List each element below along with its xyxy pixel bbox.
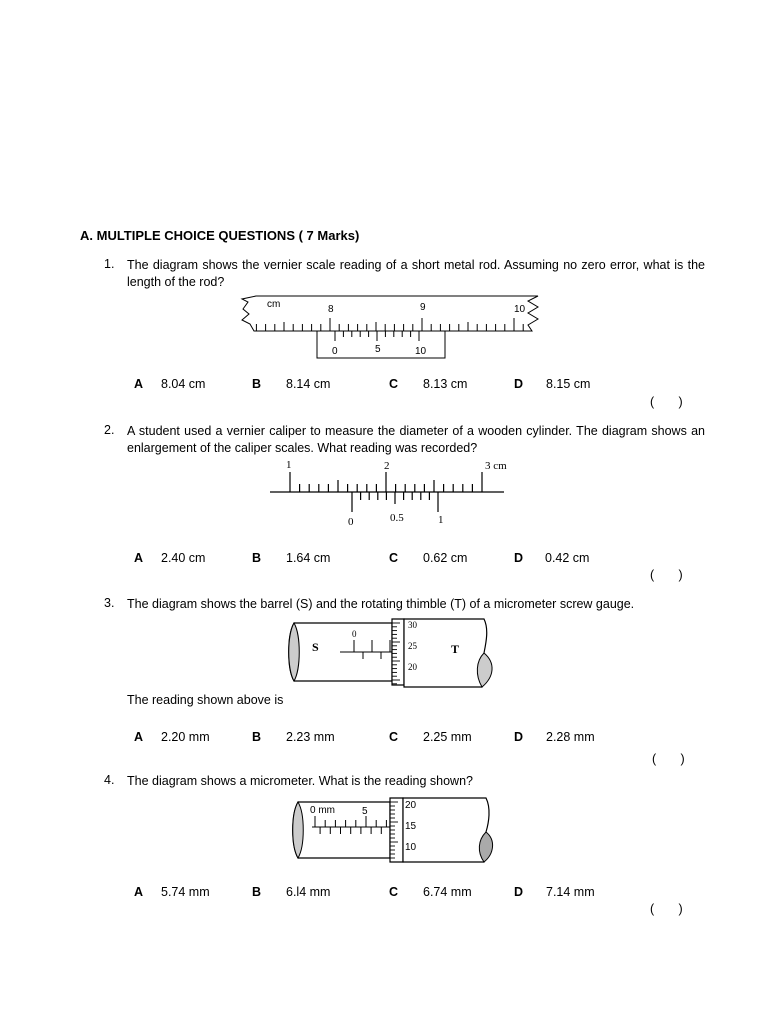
thimble-label-25: 25 — [408, 641, 417, 651]
option-b-value[interactable]: 1.64 cm — [286, 551, 331, 565]
thimble-label-20: 20 — [408, 662, 417, 672]
option-b-letter: B — [252, 885, 262, 899]
option-d-letter: D — [514, 551, 524, 565]
followup-text: The reading shown above is — [127, 693, 284, 707]
sleeve-label-0mm: 0 mm — [310, 805, 335, 816]
question-text: The diagram shows the vernier scale reading of a short metal rod. Assuming no zero error, what is the length of the rod? — [127, 258, 705, 289]
option-d-letter: D — [514, 377, 524, 391]
unit-label: cm — [267, 299, 281, 310]
thimble-label-30: 30 — [408, 620, 417, 630]
micrometer-diagram-3 — [286, 617, 496, 689]
main-label-8: 8 — [328, 304, 334, 315]
option-a-value[interactable]: 8.04 cm — [161, 377, 206, 391]
answer-box[interactable]: ( ) — [650, 395, 683, 409]
option-d-value[interactable]: 8.15 cm — [546, 377, 591, 391]
vernier-label-5: 5 — [375, 344, 381, 355]
option-b-letter: B — [252, 551, 262, 565]
vernier-label-1: 1 — [438, 514, 444, 526]
barrel-label: S — [312, 640, 319, 654]
question-number: 1. — [104, 257, 115, 271]
option-a-value[interactable]: 5.74 mm — [161, 885, 210, 899]
sleeve-label-5: 5 — [362, 806, 368, 817]
option-d-value[interactable]: 7.14 mm — [546, 885, 595, 899]
vernier-diagram-2 — [270, 455, 510, 530]
thimble-label-10: 10 — [405, 842, 417, 853]
option-b-letter: B — [252, 730, 262, 744]
option-c-letter: C — [389, 551, 399, 565]
option-d-letter: D — [514, 730, 524, 744]
main-scale-ticks — [256, 318, 523, 331]
vernier-scale-ticks — [352, 492, 438, 512]
option-b-value[interactable]: 2.23 mm — [286, 730, 335, 744]
question-number: 3. — [104, 596, 115, 610]
thimble-label-20: 20 — [405, 800, 417, 811]
option-a-value[interactable]: 2.40 cm — [161, 551, 206, 565]
answer-box[interactable]: ( ) — [650, 568, 683, 582]
option-b-value[interactable]: 8.14 cm — [286, 377, 331, 391]
option-c-letter: C — [389, 730, 399, 744]
vernier-label-0: 0 — [348, 516, 354, 528]
option-c-value[interactable]: 0.62 cm — [423, 551, 468, 565]
main-label-1: 1 — [286, 459, 292, 471]
option-c-value[interactable]: 2.25 mm — [423, 730, 472, 744]
option-d-value[interactable]: 0.42 cm — [545, 551, 590, 565]
option-b-value[interactable]: 6.l4 mm — [286, 885, 331, 899]
option-a-letter: A — [134, 377, 144, 391]
main-label-3cm: 3 cm — [485, 460, 507, 472]
vernier-label-0.5: 0.5 — [390, 512, 404, 524]
option-d-letter: D — [514, 885, 524, 899]
question-text: A student used a vernier caliper to measure the diameter of a wooden cylinder. The diagram shows an enlargement of the caliper scales. What reading was recorded? — [127, 424, 705, 455]
main-label-2: 2 — [384, 460, 390, 472]
main-label-9: 9 — [420, 302, 426, 313]
option-c-letter: C — [389, 885, 399, 899]
option-d-value[interactable]: 2.28 mm — [546, 730, 595, 744]
zero-label: 0 — [352, 629, 357, 639]
thimble-label-15: 15 — [405, 821, 417, 832]
option-c-value[interactable]: 6.74 mm — [423, 885, 472, 899]
option-c-letter: C — [389, 377, 399, 391]
answer-box[interactable]: ( ) — [652, 752, 685, 766]
answer-box[interactable]: ( ) — [650, 902, 683, 916]
option-a-letter: A — [134, 551, 144, 565]
vernier-diagram-1 — [236, 295, 546, 361]
micrometer-diagram-4 — [290, 796, 495, 868]
thimble-label: T — [451, 642, 460, 656]
main-scale-ticks — [290, 472, 482, 492]
question-number: 2. — [104, 423, 115, 437]
main-label-10: 10 — [514, 304, 526, 315]
option-c-value[interactable]: 8.13 cm — [423, 377, 468, 391]
option-a-value[interactable]: 2.20 mm — [161, 730, 210, 744]
vernier-label-0: 0 — [332, 346, 338, 357]
option-b-letter: B — [252, 377, 262, 391]
question-number: 4. — [104, 773, 115, 787]
section-heading: A. MULTIPLE CHOICE QUESTIONS ( 7 Marks) — [80, 228, 360, 243]
option-a-letter: A — [134, 730, 144, 744]
question-text: The diagram shows the barrel (S) and the rotating thimble (T) of a micrometer screw gauge. — [127, 597, 635, 611]
vernier-label-10: 10 — [415, 346, 427, 357]
option-a-letter: A — [134, 885, 144, 899]
question-text: The diagram shows a micrometer. What is the reading shown? — [127, 774, 473, 788]
